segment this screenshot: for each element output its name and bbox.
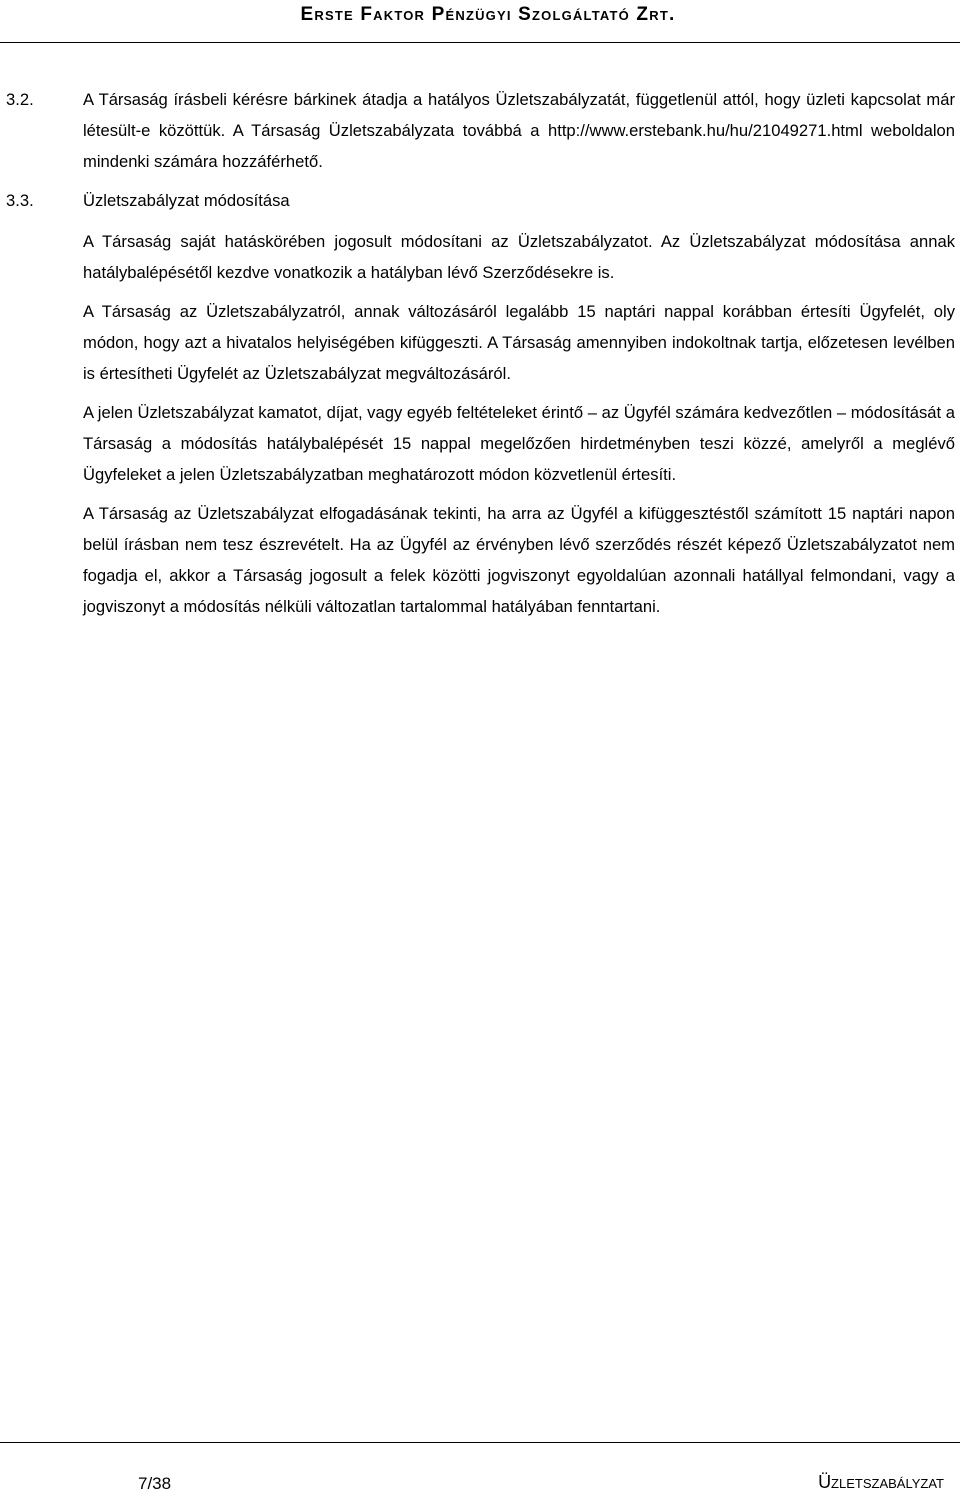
document-label: Üzletszabályzat <box>818 1472 944 1492</box>
section-number: 3.2. <box>6 90 34 109</box>
page-footer <box>0 1440 960 1496</box>
paragraph: A Társaság írásbeli kérésre bárkinek átadja a hatályos Üzletszabályzatát, függetlenül attól, hogy üzleti kapcsolat már létesült-e közöttük. A Társaság Üzletszabályzata továbbá a http://www.erstebank.hu/hu/21049271.html weboldalon mindenki számára hozzáférhető. <box>83 90 955 171</box>
company-name: Erste Faktor Pénzügyi Szolgáltató Zrt. <box>300 4 676 25</box>
paragraph: A Társaság saját hatáskörében jogosult módosítani az Üzletszabályzatot. Az Üzletszabályzat módosítása annak hatálybalépésétől kezdve vonatkozik a hatályban lévő Szerződésekre is. <box>83 232 955 282</box>
header-divider <box>0 42 960 43</box>
paragraph: A Társaság az Üzletszabályzatról, annak változásáról legalább 15 naptári nappal korábban értesíti Ügyfelét, oly módon, hogy azt a hivatalos helyiségében kifüggeszti. A Társaság amennyiben indokoltnak tartja, előzetesen levélben is értesítheti Ügyfelét az Üzletszabályzat megváltozásáról. <box>83 302 955 383</box>
page-number: 7/38 <box>138 1474 172 1493</box>
paragraph: A Társaság az Üzletszabályzat elfogadásának tekinti, ha arra az Ügyfél a kifüggesztéstől számított 15 naptári napon belül írásban nem tesz észrevételt. Ha az Ügyfél az érvényben lévő szerződés részét képező Üzletszabályzatot nem fogadja el, akkor a Társaság jogosult a felek közötti jogviszonyt egyoldalúan azonnali hatállyal felmondani, vagy a jogviszonyt a módosítás nélküli változatlan tartalommal hatályában fenntartani. <box>83 504 955 616</box>
page-header <box>0 0 960 56</box>
footer-divider <box>0 1442 960 1443</box>
section-number: 3.3. <box>6 191 34 210</box>
document-body <box>0 84 960 622</box>
section-title: Üzletszabályzat módosítása <box>83 191 290 210</box>
paragraph: A jelen Üzletszabályzat kamatot, díjat, vagy egyéb feltételeket érintő – az Ügyfél számára kedvezőtlen – módosítását a Társaság a módosítás hatálybalépését 15 nappal megelőzően hirdetményben teszi közzé, amelyről a meglévő Ügyfeleket a jelen Üzletszabályzatban meghatározott módon közvetlenül értesíti. <box>83 403 955 484</box>
section-3-3 <box>0 185 960 622</box>
section-3-2 <box>0 84 960 177</box>
